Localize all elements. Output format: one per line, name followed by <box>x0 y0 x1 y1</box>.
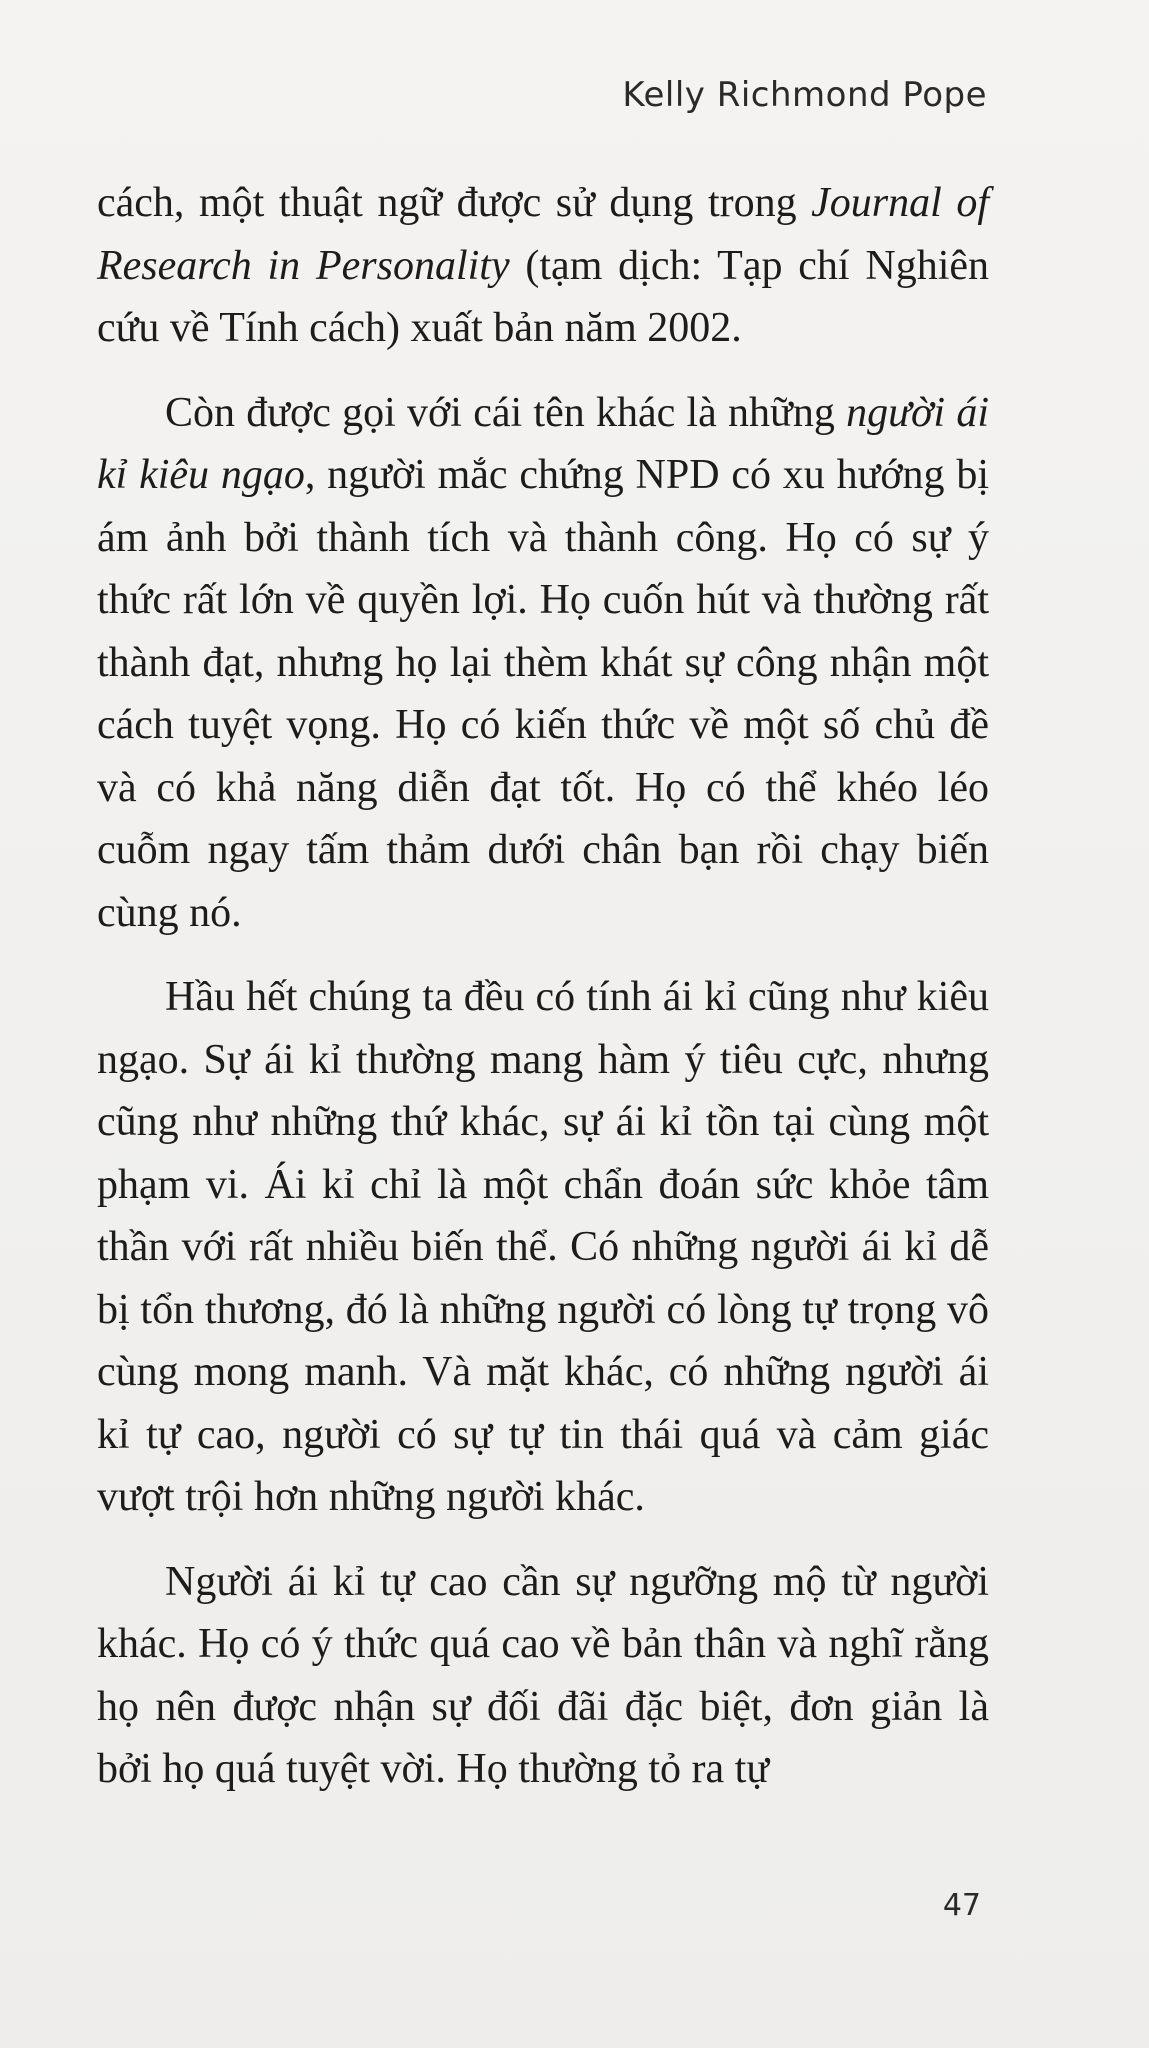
paragraph-3-seg-1: Hầu hết chúng ta đều có tính ái kỉ cũng như kiêu ngạo. Sự ái kỉ thường mang hàm ý tiêu cực, nhưng cũng như những thứ khác, sự ái kỉ tồn tại cùng một phạm vi. Ái kỉ chỉ là một chẩn đoán sức khỏe tâm thần với rất nhiều biến thể. Có những người ái kỉ dễ bị tổn thương, đó là những người có lòng tự trọng vô cùng mong manh. Và mặt khác, có những người ái kỉ tự cao, người có sự tự tin thái quá và cảm giác vượt trội hơn những người khác. <box>97 974 989 1520</box>
running-head: Kelly Richmond Pope <box>622 75 987 115</box>
journal-title: Journal of Research in Personality <box>97 180 989 289</box>
paragraph-4-seg-1: Người ái kỉ tự cao cần sự ngưỡng mộ từ người khác. Họ có ý thức quá cao về bản thân và nghĩ rằng họ nên được nhận sự đối đãi đặc biệt, đơn giản là bởi họ quá tuyệt vời. Họ thường tỏ ra tự <box>97 1558 989 1792</box>
italic-term: người ái kỉ kiêu ngạo <box>97 389 989 498</box>
page-number: 47 <box>942 1888 981 1923</box>
paragraph-2 <box>97 382 989 945</box>
paragraph-2-seg-1: Còn được gọi với cái tên khác là những <box>165 389 847 436</box>
paragraph-1-seg-1: cách, một thuật ngữ được sử dụng trong <box>97 180 812 226</box>
body-text <box>97 172 989 1823</box>
paragraph-3 <box>97 966 989 1529</box>
paragraph-1-seg-3: (tạm dịch: Tạp chí Nghiên cứu về Tính cách) xuất bản năm 2002. <box>97 242 990 351</box>
paragraph-1 <box>97 172 989 360</box>
paragraph-4 <box>97 1551 989 1801</box>
paragraph-2-seg-3: , người mắc chứng NPD có xu hướng bị ám ảnh bởi thành tích và thành công. Họ có sự ý thức rất lớn về quyền lợi. Họ cuốn hút và thường rất thành đạt, nhưng họ lại thèm khát sự công nhận một cách tuyệt vọng. Họ có kiến thức về một số chủ đề và có khả năng diễn đạt tốt. Họ có thể khéo léo cuỗm ngay tấm thảm dưới chân bạn rồi chạy biến cùng nó. <box>97 452 990 936</box>
